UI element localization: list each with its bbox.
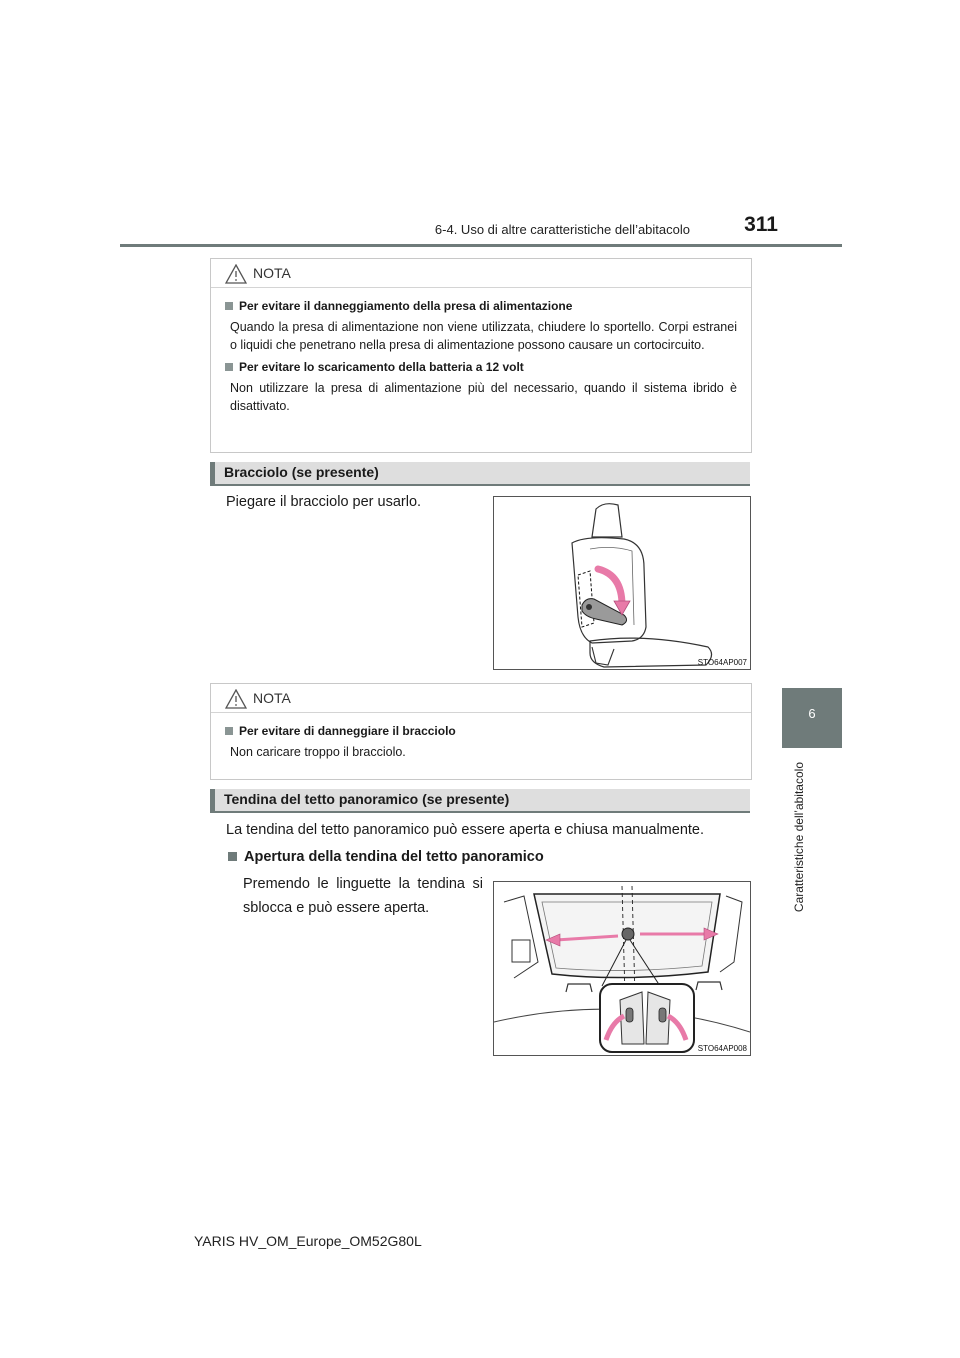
note-item-title	[225, 360, 737, 374]
note-label: NOTA	[253, 265, 291, 281]
chapter-number: 6	[808, 706, 816, 721]
sunshade-illustration	[493, 881, 751, 1056]
note-item	[225, 360, 737, 415]
note-item-text: Quando la presa di alimentazione non viene utilizzata, chiudere lo sportello. Corpi estranei o liquidi che penetrano nella presa di alimentazione possono causare un cortocircuito.	[230, 320, 737, 352]
chapter-title: Caratteristiche dell’abitacolo	[792, 762, 806, 913]
note-title-text: Per evitare di danneggiare il bracciolo	[239, 724, 456, 738]
subheading-text: Apertura della tendina del tetto panoramico	[244, 849, 544, 865]
warning-triangle-icon	[225, 689, 247, 709]
sunshade-subheading	[228, 845, 748, 869]
section-heading-sunshade	[210, 789, 750, 813]
figure-code: STO64AP008	[697, 1044, 747, 1053]
section-accent	[210, 462, 215, 486]
note-item	[225, 299, 737, 354]
bullet-square-icon	[228, 852, 237, 861]
square-bullet-icon	[225, 363, 233, 371]
square-bullet-icon	[225, 302, 233, 310]
chapter-title-vertical	[792, 762, 812, 932]
note-item-text: Non caricare troppo il bracciolo.	[230, 745, 406, 759]
note-header	[211, 684, 751, 713]
note-title-text: Per evitare lo scaricamento della batteria a 12 volt	[239, 360, 524, 374]
note-box-power-outlet	[210, 258, 752, 453]
note-item-title	[225, 299, 737, 313]
note-label: NOTA	[253, 690, 291, 706]
seat-armrest-drawing	[494, 497, 750, 669]
note-item	[225, 724, 737, 761]
section-accent	[210, 789, 215, 813]
header-rule	[120, 244, 842, 247]
sunshade-instruction: Premendo le linguette la tendina si sblocca e può essere aperta.	[243, 876, 483, 916]
section-heading-armrest	[210, 462, 750, 486]
warning-triangle-icon	[225, 264, 247, 284]
footer-manual-code: YARIS HV_OM_Europe_OM52G80L	[194, 1233, 422, 1249]
armrest-instruction: Piegare il bracciolo per usarlo.	[226, 494, 422, 510]
square-bullet-icon	[225, 727, 233, 735]
figure-code: STO64AP007	[697, 658, 747, 667]
page-number: 311	[744, 213, 778, 236]
section-title: Bracciolo (se presente)	[224, 464, 379, 480]
panoramic-roof-drawing	[494, 882, 750, 1055]
note-item-text: Non utilizzare la presa di alimentazione più del necessario, quando il sistema ibrido è disattivato.	[230, 381, 737, 413]
note-box-armrest	[210, 683, 752, 780]
note-item-title	[225, 724, 737, 738]
running-header: 6-4. Uso di altre caratteristiche dell’abitacolo	[434, 222, 690, 237]
note-header	[211, 259, 751, 288]
armrest-illustration	[493, 496, 751, 670]
note-title-text: Per evitare il danneggiamento della presa di alimentazione	[239, 299, 573, 313]
section-title: Tendina del tetto panoramico (se presente)	[224, 791, 510, 807]
sunshade-intro: La tendina del tetto panoramico può essere aperta e chiusa manualmente.	[226, 822, 705, 838]
